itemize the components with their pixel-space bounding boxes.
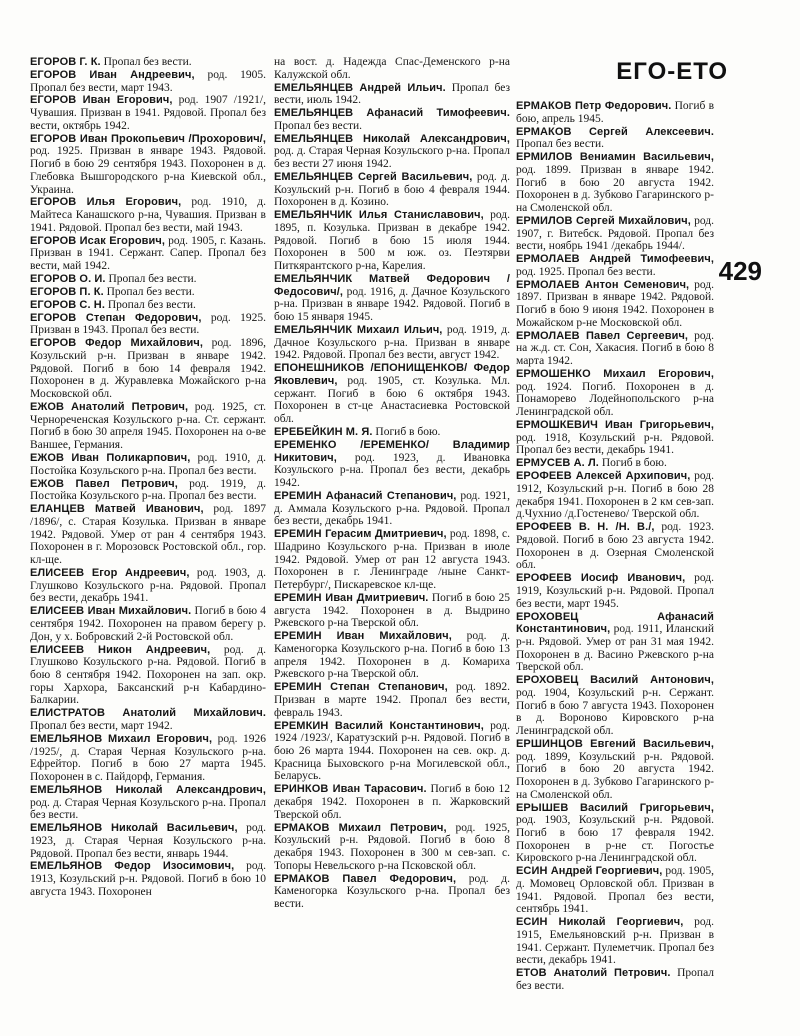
entry bbox=[30, 452, 266, 477]
entry-text: род. 1923, д. Старая Черная Козульского р-на. Рядовой. Пропал без вести, январь 1944. bbox=[30, 822, 266, 860]
entry bbox=[516, 100, 714, 125]
entry-name: ЕЛИСТРАТОВ Анатолий Михайлович. bbox=[30, 707, 266, 720]
entry bbox=[274, 273, 510, 324]
entry bbox=[516, 470, 714, 521]
entry-text: род. 1897 /1896/, с. Старая Козулька. Призван в январе 1942. Рядовой. Умер от ран 4 сентября 1943. Похоронен в г. Морозовск Ростовской обл., гор. кл-ще. bbox=[30, 503, 266, 567]
entry-name: ЕГОРОВ Иван Андреевич, bbox=[30, 68, 195, 81]
entry-text: Погиб в бою. bbox=[601, 457, 667, 470]
entry-name: ЕРМИЛОВ Сергей Михайлович, bbox=[516, 214, 691, 227]
entry bbox=[30, 235, 266, 273]
entry-text: род. 1892. Призван в марте 1942. Пропал без вести, февраль 1943. bbox=[274, 681, 510, 719]
entry-text: род. 1925, Козульский р-н. Рядовой. Погиб в бою 8 декабря 1943. Похоронен в 300 м сев-зап. с. Топоры Невельского р-на Псковской обл. bbox=[274, 821, 510, 872]
entry-text: род. 1919, д. Постойка Козульского р-на. Пропал без вести. bbox=[30, 477, 266, 503]
page-header: ЕГО-ЕТО bbox=[616, 58, 728, 85]
entry bbox=[516, 151, 714, 215]
entry-text: род. д. Старая Черная Козульского р-на. Пропал без вести. bbox=[30, 796, 266, 822]
entry bbox=[274, 592, 510, 630]
entry bbox=[516, 674, 714, 738]
entry-name: ЕРЕМИН Афанасий Степанович, bbox=[274, 489, 457, 502]
entry-text: род. 1910, д. Майтеса Канашского р-на, Чувашия. Призван в 1941. Рядовой. Пропал без вести, май 1943. bbox=[30, 196, 266, 234]
entry-name: ЕРМАКОВ Михаил Петрович, bbox=[274, 821, 447, 834]
entry bbox=[30, 56, 266, 69]
entry-text: род. 1911, Иланский р-н. Рядовой. Умер от ран 31 мая 1942. Похоронен в д. Васино Ржевского р-на Тверской обл. bbox=[516, 623, 714, 674]
entry bbox=[516, 611, 714, 675]
entry bbox=[274, 528, 510, 592]
entry-name: ЕЛИСЕЕВ Никон Андреевич, bbox=[30, 643, 211, 656]
entry-text: Пропал без вести. bbox=[106, 285, 195, 298]
entry bbox=[274, 426, 510, 439]
entry-name: ЕМЕЛЬЯНЦЕВ Афанасий Тимофеевич. bbox=[274, 107, 510, 120]
entry-name: ЕМЕЛЬЯНОВ Николай Васильевич, bbox=[30, 822, 238, 835]
entry-text: Погиб в бою, апрель 1945. bbox=[516, 100, 714, 125]
entry bbox=[30, 822, 266, 860]
entry-name: ЕСИН Николай Георгиевич, bbox=[516, 916, 684, 929]
entry bbox=[274, 56, 510, 81]
entry-name: ЕРМОШКЕВИЧ Иван Григорьевич, bbox=[516, 419, 714, 432]
entry-text: род. 1895, п. Козулька. Призван в декабре 1942. Рядовой. Погиб в бою 15 июля 1944. Похоронен в 500 м юж. оз. Пеэтярви Питкярантского р-на, Карелия. bbox=[274, 209, 510, 273]
entry bbox=[30, 299, 266, 312]
entry-name: ЕМЕЛЬЯНЧИК Матвей Федорович /Федосович/, bbox=[274, 273, 510, 298]
entry-name: ЕРОФЕЕВ Иосиф Иванович, bbox=[516, 572, 686, 585]
entry-name: ЕРМОЛАЕВ Павел Сергеевич, bbox=[516, 329, 689, 342]
entry bbox=[30, 94, 266, 132]
entry-name: ЕЛИСЕЕВ Иван Михайлович. bbox=[30, 605, 192, 618]
entry-name: ЕРШИНЦОВ Евгений Васильевич, bbox=[516, 737, 714, 750]
entry-name: ЕРИНКОВ Иван Тарасович. bbox=[274, 783, 427, 796]
entry-name: ЕПОНЕШНИКОВ /ЕПОНИЩЕНКОВ/ Федор Яковлевич, bbox=[274, 362, 510, 388]
entry-name: ЕРЕМИН Иван Михайлович, bbox=[274, 630, 452, 643]
entry-text: Погиб в бою 12 декабря 1942. Похоронен в п. Жарковский Тверской обл. bbox=[274, 783, 510, 821]
entry-name: ЕМЕЛЬЯНОВ Федор Изосимович, bbox=[30, 860, 235, 873]
entry bbox=[274, 873, 510, 911]
entry bbox=[274, 107, 510, 132]
entry-name: ЕРМОШЕНКО Михаил Егорович, bbox=[516, 368, 714, 381]
entry-name: ЕРЕМКИН Василий Константинович, bbox=[274, 719, 484, 732]
entry bbox=[30, 312, 266, 337]
entry-name: ЕРМОЛАЕВ Андрей Тимофеевич, bbox=[516, 253, 714, 266]
entry-text: род. 1912, Козульский р-н. Погиб в бою 28 декабря 1941. Похоронен в 2 км сев-зап. д.Чухнио /д.Гостенево/ Тверской обл. bbox=[516, 470, 714, 521]
entry bbox=[274, 822, 510, 873]
entry-name: ЕЖОВ Павел Петрович, bbox=[30, 477, 178, 490]
entry-text: род. д. Козульский р-н. Погиб в бою 4 февраля 1944. Похоронен в д. Козино. bbox=[274, 171, 510, 209]
entry-text: род. 1913, Козульский р-н. Рядовой. Погиб в бою 10 августа 1943. Похоронен bbox=[30, 860, 266, 898]
entry-text: род. 1923. Рядовой. Погиб в бою 23 августа 1942. Похоронен в д. Озерная Смоленской обл. bbox=[516, 521, 714, 572]
entry-text: Пропал без вести, март 1942. bbox=[30, 719, 173, 732]
entry-text: Погиб в бою. bbox=[375, 426, 441, 439]
entry-text: род. 1896, Козульский р-н. Призван в январе 1942. Рядовой. Погиб в бою 14 февраля 1942. Похоронен в д. Журавлевка Можайского р-на Московской обл. bbox=[30, 337, 266, 401]
entry bbox=[30, 273, 266, 286]
entry-name: ЕРМАКОВ Петр Федорович. bbox=[516, 100, 672, 112]
entry-name: ЕРЫШЕВ Василий Григорьевич, bbox=[516, 801, 714, 814]
entry-name: ЕГОРОВ Иван Егорович, bbox=[30, 94, 173, 107]
entry bbox=[516, 738, 714, 802]
entry bbox=[30, 707, 266, 732]
entry bbox=[516, 457, 714, 470]
entry-name: ЕМЕЛЬЯНЧИК Илья Станиславович, bbox=[274, 209, 484, 222]
entry-name: ЕРЕМИН Степан Степанович, bbox=[274, 681, 448, 694]
entry-name: ЕСИН Андрей Георгиевич, bbox=[516, 865, 663, 878]
entry-name: ЕМЕЛЬЯНЦЕВ Сергей Васильевич, bbox=[274, 171, 473, 184]
entry bbox=[274, 783, 510, 821]
entry-text: род. 1905, г. Казань. Призван в 1941. Сержант. Сапер. Пропал без вести, май 1942. bbox=[30, 234, 266, 273]
entry bbox=[274, 209, 510, 273]
entry-name: ЕМЕЛЬЯНОВ Николай Александрович, bbox=[30, 783, 266, 796]
entry-text: род. д. Каменогорка Козульского р-на. Погиб в бою 13 апреля 1942. Похоронен в д. Комариха Ржевского р-на Тверской обл. bbox=[274, 630, 510, 681]
entry-name: ЕГОРОВ Г. К. bbox=[30, 56, 101, 68]
entry-text: род. 1925, ст. Чернореченская Козульского р-на. Ст. сержант. Погиб в бою 30 апреля 1945. Похоронен на о-ве Ваншее, Германия. bbox=[30, 401, 266, 452]
entry bbox=[274, 324, 510, 362]
entry-name: ЕРЕБЕЙКИН М. Я. bbox=[274, 426, 373, 439]
entry-name: ЕРОФЕЕВ В. Н. /Н. В./, bbox=[516, 521, 655, 534]
entry bbox=[30, 69, 266, 94]
entry-name: ЕРМАКОВ Павел Федорович, bbox=[274, 872, 457, 885]
entry-text: род. 1897. Призван в январе 1942. Рядовой. Погиб в бою 9 июня 1942. Похоронен в Можайском р-не Московской обл. bbox=[516, 278, 714, 329]
entry bbox=[274, 630, 510, 681]
entry-text: род. 1918, Козульский р-н. Рядовой. Пропал без вести, декабрь 1941. bbox=[516, 431, 714, 457]
entry-text: род. 1925. Призван в 1943. Пропал без вести. bbox=[30, 311, 266, 337]
entry bbox=[516, 215, 714, 253]
entry-text: род. 1903, д. Глушково Козульского р-на. Рядовой. Пропал без вести, декабрь 1941. bbox=[30, 566, 266, 605]
entry-text: род. 1907 /1921/, Чувашия. Призван в 1941. Рядовой. Пропал без вести, октябрь 1942. bbox=[30, 94, 266, 132]
entry-text: Погиб в бою 25 августа 1942. Похоронен в д. Выдрино Ржевского р-на Тверской обл. bbox=[274, 591, 510, 630]
entry-name: ЕГОРОВ Исак Егорович, bbox=[30, 234, 166, 247]
entry-text: род. 1919, д. Дачное Козульского р-на. Призван в январе 1942. Рядовой. Пропал без вести, август 1942. bbox=[274, 324, 510, 362]
entry-name: ЕГОРОВ Федор Михайлович, bbox=[30, 337, 204, 350]
column-1 bbox=[30, 56, 266, 1026]
entry-text: Пропал без вести. bbox=[516, 967, 714, 993]
entry-text: род. 1898, с. Шадрино Козульского р-на. Призван в июле 1942. Рядовой. Умер от ран 12 августа 1943. Похоронен в г. Ленинграде /ныне Санкт-Петербург/, Пискаревское кл-ще. bbox=[274, 528, 510, 592]
entry-text: Погиб в бою 4 сентября 1942. Похоронен на правом берегу р. Дон, у х. Бобровский 2-й Ростовской обл. bbox=[30, 605, 266, 643]
entry-text: род. 1905. Пропал без вести, март 1943. bbox=[30, 68, 266, 94]
entry bbox=[30, 196, 266, 234]
entry-name: ЕГОРОВ О. И. bbox=[30, 273, 106, 286]
entry-name: ЕМЕЛЬЯНЦЕВ Николай Александрович, bbox=[274, 132, 510, 145]
entry-name: ЕГОРОВ С. Н. bbox=[30, 298, 105, 311]
entry-text: род. 1925. Пропал без вести. bbox=[516, 265, 656, 278]
entry bbox=[516, 572, 714, 610]
entry-text: на вост. д. Надежда Спас-Деменского р-на Калужской обл. bbox=[274, 56, 510, 81]
entry-name: ЕРОФЕЕВ Алексей Архипович, bbox=[516, 470, 691, 483]
entry bbox=[30, 286, 266, 299]
entry-name: ЕМЕЛЬЯНЧИК Михаил Ильич, bbox=[274, 324, 443, 337]
entry-name: ЕРОХОВЕЦ Афанасий Константинович, bbox=[516, 610, 714, 636]
entry bbox=[516, 865, 714, 916]
entry bbox=[274, 133, 510, 171]
entry-name: ЕЖОВ Анатолий Петрович, bbox=[30, 401, 189, 414]
column-2 bbox=[274, 56, 510, 1026]
entry-name: ЕРМИЛОВ Вениамин Васильевич, bbox=[516, 151, 714, 164]
entry bbox=[516, 521, 714, 572]
entry-text: род. 1899, Козульский р-н. Рядовой. Погиб в бою 20 августа 1942. Похоронен в д. Зубково Гагаринского р-на Смоленской обл. bbox=[516, 750, 714, 801]
page-number: 429 bbox=[718, 256, 762, 286]
entry bbox=[30, 401, 266, 452]
entry bbox=[30, 733, 266, 784]
entry-name: ЕЛАНЦЕВ Матвей Иванович, bbox=[30, 503, 204, 516]
entry-name: ЕЛИСЕЕВ Егор Андреевич, bbox=[30, 566, 190, 579]
entry-text: род. д. Глушково Козульского р-на. Рядовой. Погиб в бою 8 сентября 1942. Похоронен на зап. окр. горы Хархора, Баксанский р-н Кабардино-Балкарии. bbox=[30, 643, 266, 707]
entry bbox=[516, 279, 714, 330]
entry bbox=[274, 171, 510, 209]
entry bbox=[30, 644, 266, 708]
entry bbox=[274, 681, 510, 719]
entry-name: ЕРМУСЕВ А. Л. bbox=[516, 457, 599, 470]
entry-text: род. 1905, ст. Козулька. Мл. сержант. Погиб в бою 6 октября 1943. Похоронен в ст-це Анастасиевка Ростовской обл. bbox=[274, 375, 510, 426]
entry-text: Пропал без вести. bbox=[103, 56, 192, 68]
entry-name: ЕЖОВ Иван Поликарпович, bbox=[30, 452, 191, 465]
entry-name: ЕРМОЛАЕВ Антон Семенович, bbox=[516, 278, 690, 291]
entry bbox=[516, 916, 714, 967]
entry bbox=[30, 860, 266, 898]
entry bbox=[274, 490, 510, 528]
entry bbox=[516, 967, 714, 992]
entry-text: род. 1903, Козульский р-н. Рядовой. Погиб в бою 17 февраля 1942. Похоронен в р-не ст. Погостье Кировского р-на Ленинградской обл. bbox=[516, 814, 714, 865]
entry-text: Пропал без вести. bbox=[274, 119, 363, 132]
entry-text: род. 1915, Емельяновский р-н. Призван в 1941. Сержант. Пулеметчик. Пропал без вести, декабрь 1941. bbox=[516, 916, 714, 967]
entry-name: ЕГОРОВ Степан Федорович, bbox=[30, 311, 202, 324]
entry-text: род. 1923, д. Ивановка Козульского р-на. Пропал без вести, декабрь 1942. bbox=[274, 451, 510, 490]
column-3 bbox=[516, 100, 714, 1026]
entry bbox=[516, 330, 714, 368]
entry bbox=[516, 253, 714, 278]
entry bbox=[30, 605, 266, 643]
entry-text: род. 1899. Призван в январе 1942. Погиб в бою 20 августа 1942. Похоронен в д. Зубково Гагаринского р-на Смоленской обл. bbox=[516, 163, 714, 214]
entry-name: ЕРЕМИН Иван Дмитриевич. bbox=[274, 591, 429, 604]
entry-text: Пропал без вести. bbox=[516, 138, 605, 151]
entry bbox=[30, 503, 266, 567]
entry bbox=[30, 784, 266, 822]
entry-name: ЕРЕМИН Герасим Дмитриевич, bbox=[274, 528, 447, 541]
entry-text: род. 1925. Призван в январе 1943. Рядовой. Погиб в бою 29 сентября 1943. Похоронен в д. Глебовка Вышгородского р-на Киевской обл., Украина. bbox=[30, 145, 266, 196]
entry-text: род. д. Каменогорка Козульского р-на. Пропал без вести. bbox=[274, 872, 510, 910]
entry-name: ЕГОРОВ П. К. bbox=[30, 285, 104, 298]
entry-text: Пропал без вести. bbox=[107, 298, 196, 311]
entry-name: ЕМЕЛЬЯНЦЕВ Андрей Ильич. bbox=[274, 81, 446, 94]
entry bbox=[274, 720, 510, 784]
entry-text: род. 1905, д. Момовец Орловской обл. Призван в 1941. Рядовой. Пропал без вести, сентябрь 1941. bbox=[516, 865, 714, 916]
entry bbox=[30, 478, 266, 503]
entry bbox=[516, 419, 714, 457]
entry bbox=[274, 82, 510, 107]
entry bbox=[516, 802, 714, 866]
entry-name: ЕГОРОВ Илья Егорович, bbox=[30, 196, 182, 209]
entry-text: род. 1926 /1925/, д. Старая Черная Козульского р-на. Ефрейтор. Погиб в бою 27 марта 1945. Похоронен в с. Пайдорф, Германия. bbox=[30, 732, 266, 783]
entry-name: ЕГОРОВ Иван Прокопьевич /Прохорович/, bbox=[30, 132, 266, 145]
entry-text: род. 1916, д. Дачное Козульского р-на. Призван в январе 1942. Рядовой. Погиб в бою 15 января 1945. bbox=[274, 285, 510, 324]
entry-name: ЕРМАКОВ Сергей Алексеевич. bbox=[516, 125, 714, 138]
entry-text: Пропал без вести. bbox=[108, 273, 197, 286]
entry bbox=[30, 133, 266, 197]
entry bbox=[30, 567, 266, 605]
entry-text: род. 1921, д. Аммала Козульского р-на. Рядовой. Пропал без вести, декабрь 1941. bbox=[274, 489, 510, 528]
entry bbox=[274, 439, 510, 490]
entry-text: род. на ж.д. ст. Сон, Хакасия. Погиб в бою 8 марта 1942. bbox=[516, 329, 714, 368]
entry-text: род. 1919, Козульский р-н. Рядовой. Пропал без вести, март 1945. bbox=[516, 572, 714, 610]
entry-text: род. 1924. Погиб. Похоронен в д. Понаморево Лодейнопольского р-на Ленинградской обл. bbox=[516, 380, 714, 419]
entry-text: род. 1907, г. Витебск. Рядовой. Пропал без вести, ноябрь 1941 /декабрь 1944/. bbox=[516, 214, 714, 253]
entry bbox=[516, 126, 714, 151]
entry-text: род. д. Старая Черная Козульского р-на. Пропал без вести 27 июня 1942. bbox=[274, 145, 510, 171]
entry-name: ЕРОХОВЕЦ Василий Антонович, bbox=[516, 674, 714, 687]
entry-text: род. 1924 /1923/, Каратузский р-н. Рядовой. Погиб в бою 26 марта 1944. Похоронен на сев. окр. д. Красница Быховского р-на Могилевской обл., Беларусь. bbox=[274, 719, 510, 783]
entry bbox=[516, 368, 714, 419]
entry-name: ЕТОВ Анатолий Петрович. bbox=[516, 967, 671, 980]
entry-text: Пропал без вести, июль 1942. bbox=[274, 81, 510, 107]
entry-text: род. 1910, д. Постойка Козульского р-на. Пропал без вести. bbox=[30, 452, 266, 477]
entry-name: ЕМЕЛЬЯНОВ Михаил Егорович, bbox=[30, 732, 213, 745]
entry bbox=[30, 337, 266, 401]
entry-text: род. 1904, Козульский р-н. Сержант. Погиб в бою 7 августа 1943. Похоронен в д. Вороново Кировского р-на Ленинградской обл. bbox=[516, 686, 714, 738]
entry-name: ЕРЕМЕНКО /ЕРЕМЕНКО/ Владимир Никитович, bbox=[274, 438, 510, 464]
entry bbox=[274, 362, 510, 426]
